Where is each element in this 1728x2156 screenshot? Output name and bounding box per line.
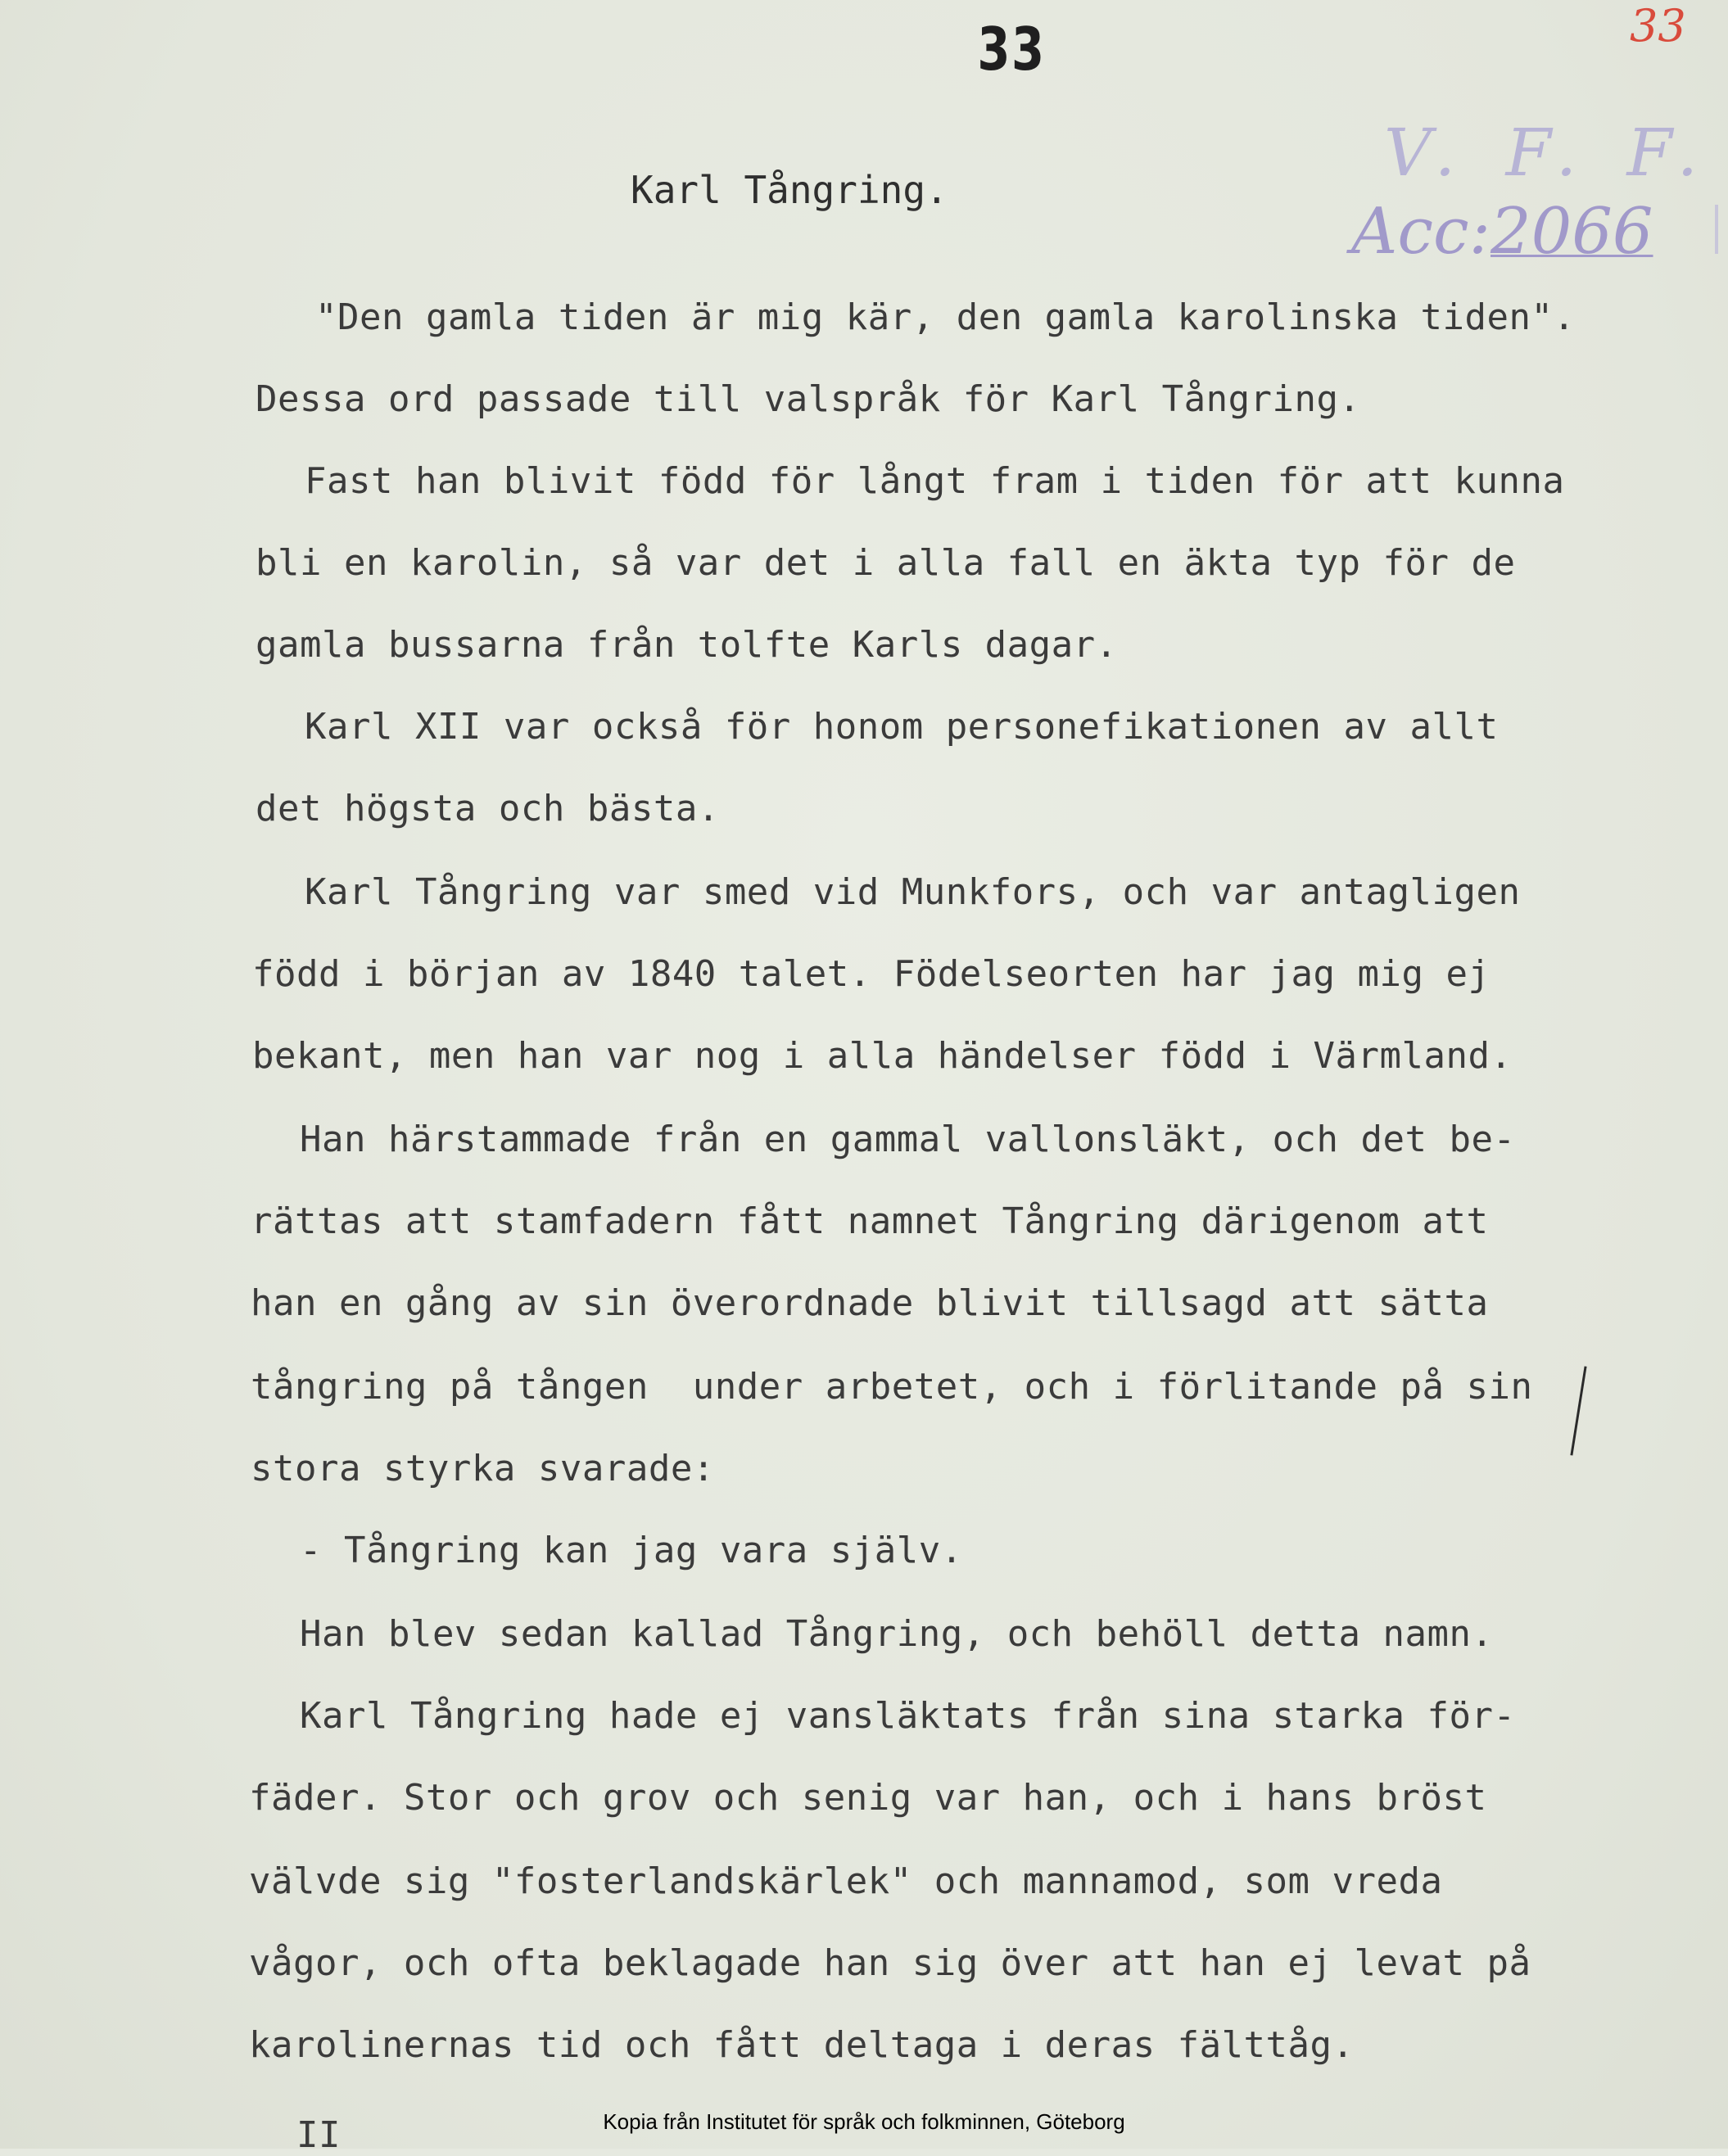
text-line: Karl Tångring var smed vid Munkfors, och var antagligen	[305, 871, 1521, 913]
text-line: Fast han blivit född för långt fram i tiden för att kunna	[305, 460, 1565, 502]
text-line: II	[296, 2114, 341, 2156]
text-line: Han blev sedan kallad Tångring, och behöll detta namn.	[300, 1613, 1494, 1655]
archive-stamp-vft: V. F. F.	[1384, 115, 1713, 191]
page-number: 33	[977, 15, 1046, 84]
text-line: gamla bussarna från tolfte Karls dagar.	[256, 624, 1118, 666]
accession-number: 2066	[1490, 195, 1653, 269]
text-line: stora styrka svarade:	[251, 1448, 715, 1489]
accession-prefix: Acc:	[1351, 195, 1491, 269]
margin-stamp-mark	[1715, 205, 1718, 254]
text-line: Karl Tångring hade ej vansläktats från sina starka för-	[300, 1695, 1516, 1737]
text-line: karolinernas tid och fått deltaga i deras fälttåg.	[249, 2024, 1355, 2066]
archive-stamp-accession	[1351, 195, 1653, 269]
text-line: Han härstammade från en gammal vallonsläkt, och det be-	[300, 1119, 1516, 1160]
text-line: - Tångring kan jag vara själv.	[300, 1530, 963, 1571]
footer-caption: Kopia från Institutet för språk och folkminnen, Göteborg	[603, 2109, 1125, 2134]
text-line: bekant, men han var nog i alla händelser född i Värmland.	[252, 1035, 1513, 1077]
text-line: välvde sig "fosterlandskärlek" och mannamod, som vreda	[249, 1860, 1443, 1902]
text-line: tångring på tången under arbetet, och i förlitande på sin	[251, 1366, 1533, 1408]
text-line: "Den gamla tiden är mig kär, den gamla karolinska tiden".	[315, 296, 1576, 338]
text-line: vågor, och ofta beklagade han sig över att han ej levat på	[249, 1942, 1531, 1984]
handwritten-page-number: 33	[1630, 0, 1686, 52]
text-line: fäder. Stor och grov och senig var han, och i hans bröst	[249, 1777, 1487, 1819]
text-line: bli en karolin, så var det i alla fall en äkta typ för de	[256, 542, 1516, 584]
text-line: det högsta och bästa.	[256, 788, 720, 829]
text-line: född i början av 1840 talet. Födelseorten har jag mig ej	[252, 953, 1491, 995]
text-line: rättas att stamfadern fått namnet Tångring därigenom att	[251, 1200, 1489, 1242]
document-title: Karl Tångring.	[631, 168, 948, 212]
handwritten-correction-mark	[1570, 1366, 1586, 1455]
text-line: Karl XII var också för honom personefikationen av allt	[305, 706, 1499, 748]
text-line: Dessa ord passade till valspråk för Karl Tångring.	[256, 378, 1361, 420]
text-line: han en gång av sin överordnade blivit tillsagd att sätta	[251, 1282, 1489, 1324]
